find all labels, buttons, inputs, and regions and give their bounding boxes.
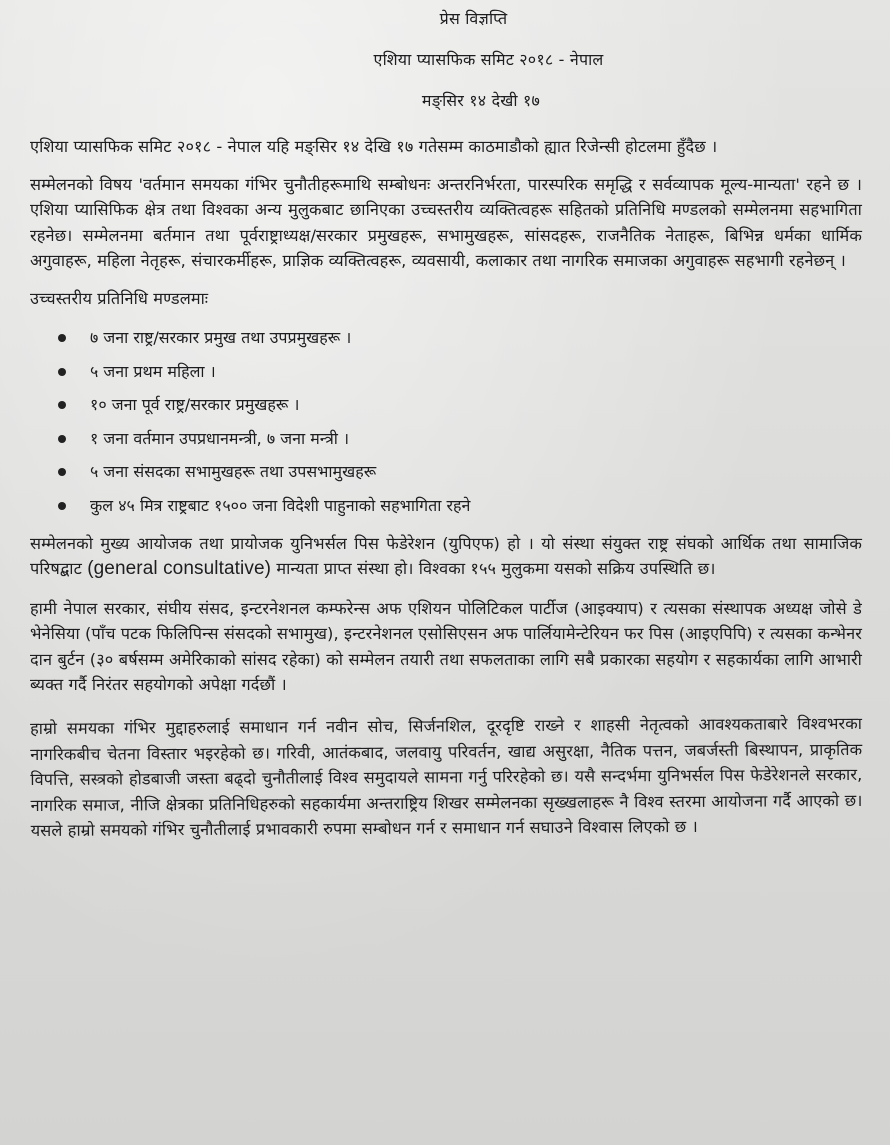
list-item-text: ५ जना प्रथम महिला । — [90, 361, 216, 381]
list-item-text: १ जना वर्तमान उपप्रधानमन्त्री, ७ जना मन्त्री । — [90, 428, 350, 448]
list-item — [58, 327, 862, 349]
list-item-text: ५ जना संसदका सभामुखहरू तथा उपसभामुखहरू — [90, 462, 377, 481]
consultative-status-term: (general consultative) — [87, 558, 272, 579]
list-item-text: ७ जना राष्ट्र/सरकार प्रमुख तथा उपप्रमुखहरू । — [90, 328, 352, 347]
bullet-icon — [58, 435, 66, 443]
closing-paragraph: हाम्रो समयका गंभिर मुद्दाहरुलाई समाधान गर्न नवीन सोच, सिर्जनशिल, दूरदृष्टि राख्ने र शाहसी नेतृत्वको आवश्यकताबारे विश्वभरका नागरिकबीच चेतना विस्तार भइरहेको छ। गरिवी, आतंकबाद, जलवायु परिवर्तन, खाद्य असुरक्षा, नैतिक पत्तन, जबर्जस्ती बिस्थापन, प्राकृतिक विपत्ति, सस्त्रको होडबाजी जस्ता बढ्दो चुनौतीलाई विश्व समुदायले सामना गर्नु परिरहेको छ। यसै सन्दर्भमा युनिभर्सल पिस फेडेरेशनले सरकार, नागरिक समाज, नीजि क्षेत्रका प्रतिनिधिहरुको सहकार्यमा अन्तराष्ट्रिय शिखर सम्मेलनका सृख्खलाहरू नै विश्व स्तरमा आयोजना गर्दै आएको छ। यसले हाम्रो समयको गंभिर चुनौतीलाई प्रभावकारी रुपमा सम्बोधन गर्न र समाधान गर्न सघाउने विश्वास लिएको छ । — [30, 713, 863, 840]
bullet-icon — [58, 468, 66, 476]
bullet-icon — [58, 401, 66, 409]
document-title: प्रेस विज्ञप्ति — [439, 9, 508, 28]
organizer-paragraph — [30, 531, 862, 582]
list-item — [58, 428, 862, 450]
list-item-text: कुल ४५ मित्र राष्ट्रबाट १५०० जना विदेशी पाहुनाको सहभागिता रहने — [90, 495, 471, 515]
organizer-text-part1: सम्मेलनको मुख्य आयोजक तथा प्रायोजक युनिभर्सल पिस फेडेरेशन (युपिएफ) हो । यो संस्था संयुक्त राष्ट्र संघको आर्थिक तथा सामाजिक परिषद्बाट — [30, 533, 862, 578]
theme-paragraph: सम्मेलनको विषय 'वर्तमान समयका गंभिर चुनौतीहरूमाथि सम्बोधनः अन्तरनिर्भरता, पारस्परिक समृद्धि र सर्वव्यापक मूल्य-मान्यता' रहने छ । एशिया प्यासिफिक क्षेत्र तथा विश्वका अन्य मुलुकबाट छानिएका उच्चस्तरीय व्यक्तित्वहरू सहितको प्रतिनिधि मण्डलको सम्मेलनमा सहभागिता रहनेछ। सम्मेलनमा बर्तमान तथा पूर्वराष्ट्राध्यक्ष/सरकार प्रमुखहरू, सभामुखहरू, सांसदहरू, राजनैतिक नेताहरू, बिभिन्न धर्मका धार्मिक अगुवाहरू, महिला नेतृहरू, संचारकर्मीहरू, प्राज्ञिक व्यक्तित्वहरू, व्यवसायी, कलाकार तथा नागरिक समाजका अगुवाहरू सहभागी रहनेछन् । — [30, 174, 862, 270]
closing-section — [30, 713, 863, 844]
list-item-text: १० जना पूर्व राष्ट्र/सरकार प्रमुखहरू । — [90, 395, 300, 414]
bullet-icon — [58, 368, 66, 376]
event-dates: मङ्सिर १४ देखी १७ — [421, 91, 541, 110]
organizer-text-part2: मान्यता प्राप्त संस्था हो। विश्वका १५५ मुलुकमा यसको सक्रिय उपस्थिति छ। — [276, 559, 716, 578]
document-header — [30, 8, 862, 112]
list-item — [58, 361, 862, 383]
delegation-list — [30, 327, 862, 517]
list-item — [58, 495, 862, 517]
list-item — [58, 461, 862, 483]
delegation-intro: उच्चस्तरीय प्रतिनिधि मण्डलमाः — [30, 288, 209, 308]
bullet-icon — [58, 502, 66, 510]
event-name: एशिया प्यासफिक समिट २०१८ - नेपाल — [373, 50, 604, 69]
list-item — [58, 394, 862, 416]
gratitude-paragraph: हामी नेपाल सरकार, संघीय संसद, इन्टरनेशनल कम्फरेन्स अफ एशियन पोलिटिकल पार्टीज (आइक्याप) र त्यसका संस्थापक अध्यक्ष जोसे डे भेनेसिया (पाँच पटक फिलिपिन्स संसदको सभामुख), इन्टरनेशनल एसोसिएसन अफ पार्लियामेन्टेरियन फर पिस (आइएपिपि) र त्यसका कन्भेनर दान बुर्टन (३० बर्षसम्म अमेरिकाको सांसद रहेका) को सम्मेलन तयारी तथा सफलताका लागि सबै प्रकारका सहयोग र सहकार्यका लागि आभारी ब्यक्त गर्दै निरंतर सहयोगको अपेक्षा गर्दछौं । — [30, 598, 862, 694]
bullet-icon — [58, 334, 66, 342]
intro-paragraph: एशिया प्यासफिक समिट २०१८ - नेपाल यहि मङ्सिर १४ देखि १७ गतेसम्म काठमाडौको ह्यात रिजेन्सी होटलमा हुँदैछ । — [30, 137, 718, 156]
